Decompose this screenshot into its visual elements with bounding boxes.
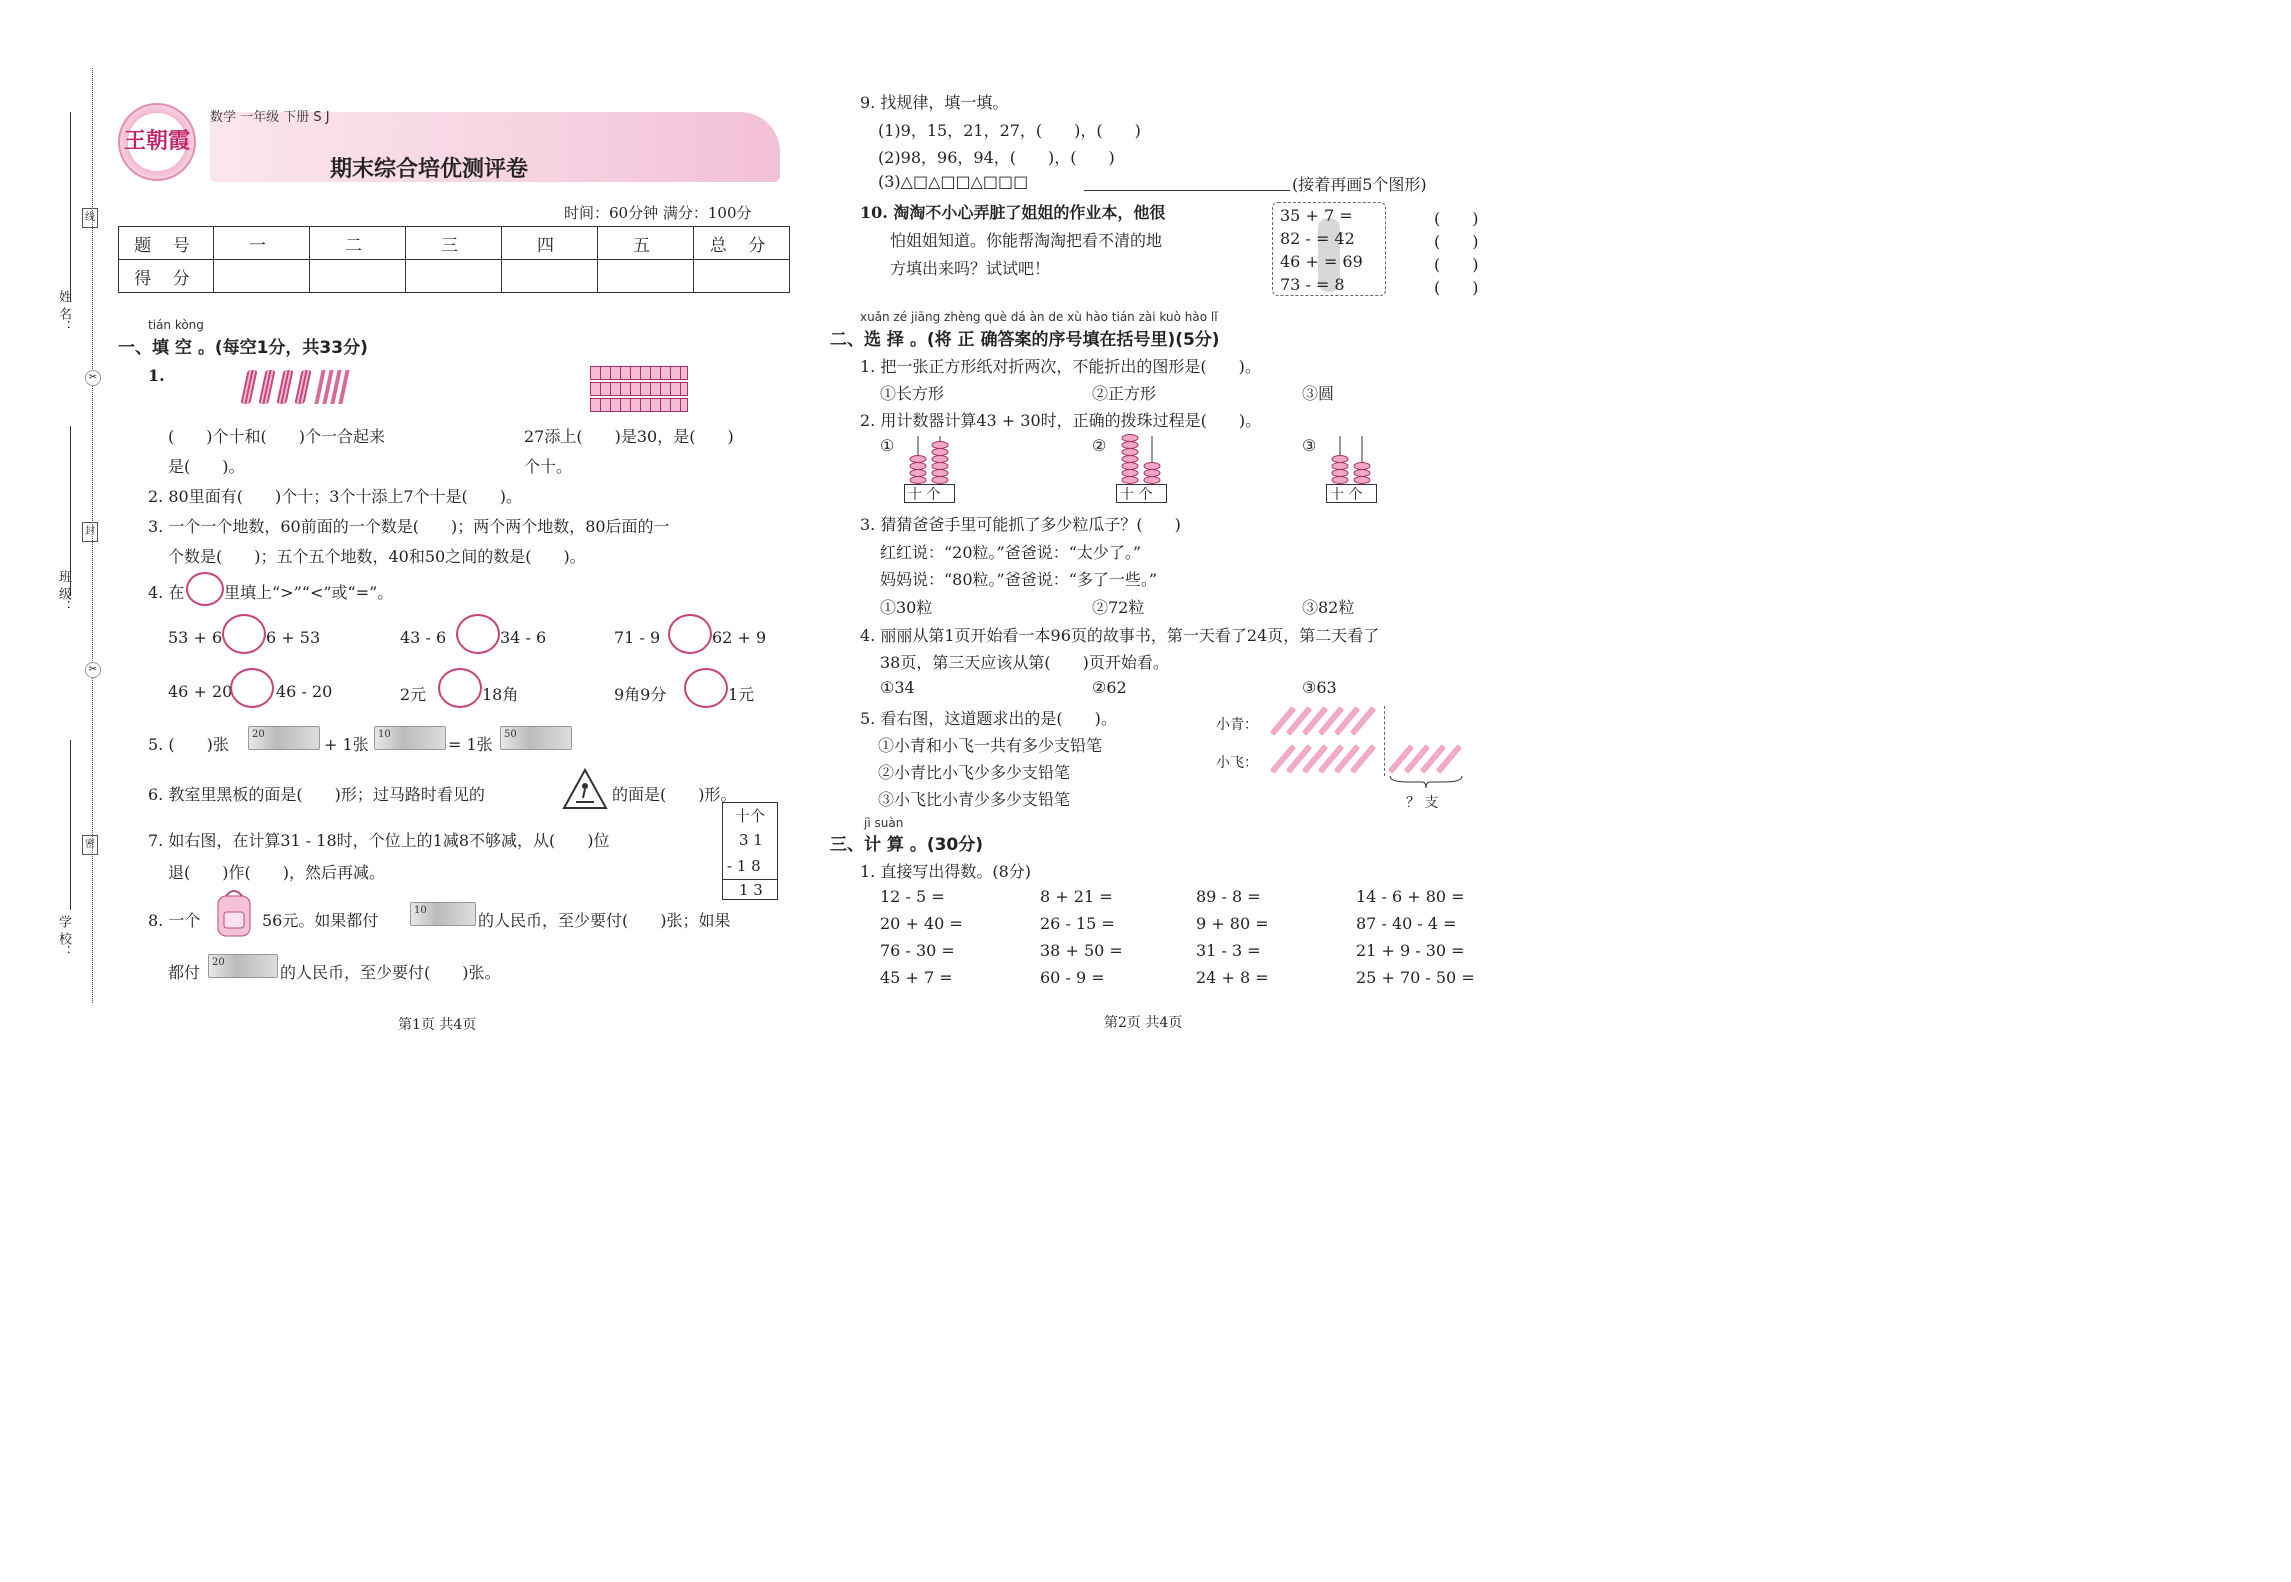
s2q1-opt: ②正方形 [1092, 384, 1157, 403]
q2: 2. 80里面有( )个十；3个十添上7个十是( )。 [148, 487, 523, 506]
class-label: 班 级： [56, 570, 71, 614]
scissors-icon: ✂ [85, 662, 101, 678]
q3a: 3. 一个一个地数，60前面的一个数是( )；两个两个地数，80后面的一 [148, 517, 670, 536]
q10-item: 82 - = 42 [1280, 229, 1355, 248]
q4-left: 43 - 6 [400, 628, 447, 647]
compare-dash [1384, 706, 1385, 776]
backpack-icon [212, 886, 256, 940]
score-cell: 四 [502, 227, 598, 260]
score-cell: 一 [214, 227, 310, 260]
q5: 5. ( )张 [148, 735, 229, 754]
calc-item: 38 + 50 = [1040, 941, 1123, 960]
q4-left: 2元 [400, 685, 427, 704]
q3b: 个数是( )；五个五个地数，40和50之间的数是( )。 [168, 547, 586, 566]
s2q1-opt: ①长方形 [880, 384, 945, 403]
note-value: 20 [212, 957, 225, 968]
calc-item: 31 - 3 = [1196, 941, 1261, 960]
vert-r2: - 1 8 [727, 857, 761, 875]
q9: 9. 找规律，填一填。 [860, 93, 1009, 112]
s2q3: 3. 猜猜爸爸手里可能抓了多少粒瓜子？( ) [860, 515, 1181, 534]
q1a2: 是( )。 [168, 457, 245, 476]
vert-head: 十个 [735, 807, 766, 825]
calc-item: 45 + 7 = [880, 968, 953, 987]
compare-circle-input[interactable] [456, 614, 500, 654]
q4-pre: 4. 在 [148, 583, 185, 602]
q10b: 怕姐姐知道。你能帮淘淘把看不清的地 [890, 231, 1163, 250]
subject-line: 数学 一年级 下册 S J [210, 110, 330, 125]
seal-mi: 密 [82, 835, 98, 855]
pedestrian-sign-icon [562, 768, 608, 810]
vertical-subtraction [722, 802, 778, 900]
answer-paren[interactable]: ( ) [1434, 278, 1479, 297]
name-line [70, 112, 71, 302]
score-table [118, 226, 790, 293]
banknote-icon [500, 726, 572, 750]
q9-3-answer-line[interactable] [1084, 190, 1290, 191]
scissors-icon: ✂ [85, 370, 101, 386]
calc-item: 89 - 8 = [1196, 887, 1261, 906]
calc-item: 8 + 21 = [1040, 887, 1113, 906]
score-cell: 三 [406, 227, 502, 260]
answer-paren[interactable]: ( ) [1434, 255, 1479, 274]
q4-right: 34 - 6 [500, 628, 547, 647]
s2q1-opt: ③圆 [1302, 384, 1335, 403]
q8-post: 的人民币，至少要付( )张；如果 [478, 911, 731, 930]
s2q4-opt: ①34 [880, 678, 915, 697]
q9-2: (2)98，96，94，( )，( ) [878, 148, 1115, 167]
q4-right: 6 + 53 [266, 628, 321, 647]
s2q4b: 38页，第三天应该从第( )页开始看。 [880, 653, 1169, 672]
answer-paren[interactable]: ( ) [1434, 232, 1479, 251]
logo-text: 王朝霞 [124, 128, 191, 154]
score-cell: 五 [598, 227, 694, 260]
answer-paren[interactable]: ( ) [1434, 209, 1479, 228]
score-input[interactable] [214, 260, 310, 293]
calc-item: 21 + 9 - 30 = [1356, 941, 1465, 960]
abacus-label: 十 个 [908, 487, 941, 503]
q10-item: 46 + = 69 [1280, 252, 1363, 271]
time-info: 时间：60分钟 满分：100分 [564, 204, 752, 222]
q9-1: (1)9，15，21，27，( )，( ) [878, 121, 1141, 140]
score-input[interactable] [310, 260, 406, 293]
sec2-pinyin: xuǎn zé jiāng zhèng què dá àn de xù hào tián zài kuò hào lǐ [860, 310, 1218, 324]
s2q4-opt: ②62 [1092, 678, 1127, 697]
s2q5-opt: ①小青和小飞一共有多少支铅笔 [878, 736, 1103, 755]
s2q3-l1: 红红说：“20粒。”爸爸说：“太少了。” [880, 543, 1142, 562]
name-label: 姓 名： [56, 290, 71, 334]
note-value: 20 [252, 729, 265, 740]
calc-item: 26 - 15 = [1040, 914, 1115, 933]
q10-item: 73 - = 8 [1280, 275, 1345, 294]
vert-r1: 3 1 [739, 831, 763, 849]
xiaoqing-label: 小青： [1216, 717, 1258, 733]
q7a: 7. 如右图，在计算31 - 18时，个位上的1减8不够减，从( )位 [148, 831, 610, 850]
q8b-post: 的人民币，至少要付( )张。 [280, 963, 501, 982]
q1a: ( )个十和( )个一合起来 [168, 427, 385, 446]
q5-mid: + 1张 [324, 735, 369, 754]
compare-circle-input[interactable] [230, 668, 274, 708]
brace-icon [1388, 774, 1464, 790]
score-cell: 题 号 [119, 227, 214, 260]
q4-right: 46 - 20 [276, 682, 333, 701]
note-value: 10 [414, 905, 427, 916]
banknote-icon [374, 726, 446, 750]
compare-circle-input[interactable] [222, 614, 266, 654]
q6-pre: 6. 教室里黑板的面是( )形；过马路时看见的 [148, 785, 485, 804]
page-title: 期末综合培优测评卷 [330, 157, 529, 182]
page-footer-1: 第1页 共4页 [398, 1017, 477, 1033]
score-cell: 总 分 [694, 227, 790, 260]
note-value: 50 [504, 729, 517, 740]
s2q3-opt: ①30粒 [880, 598, 933, 617]
banknote-icon [208, 954, 278, 978]
sec1-pinyin: tián kòng [148, 318, 204, 332]
q4-right: 18角 [482, 685, 519, 704]
q8b-pre: 都付 [168, 963, 201, 982]
sec3-title: 三、计 算 。(30分) [830, 835, 984, 855]
s2q4-opt: ③63 [1302, 678, 1337, 697]
abacus-opt: ① [880, 436, 895, 455]
calc-item: 24 + 8 = [1196, 968, 1269, 987]
note-value: 10 [378, 729, 391, 740]
q6-post: 的面是( )形。 [612, 785, 737, 804]
calc-item: 76 - 30 = [880, 941, 955, 960]
calc-item: 87 - 40 - 4 = [1356, 914, 1457, 933]
q8-mid: 56元。如果都付 [262, 911, 379, 930]
calc-item: 14 - 6 + 80 = [1356, 887, 1465, 906]
calc-item: 25 + 70 - 50 = [1356, 968, 1475, 987]
q10-item: 35 + 7 = [1280, 206, 1353, 225]
q8-pre: 8. 一个 [148, 911, 201, 930]
school-label: 学 校： [56, 915, 71, 959]
q5-eq: = 1张 [448, 735, 493, 754]
abacus-label: 十 个 [1330, 487, 1363, 503]
score-input[interactable] [598, 260, 694, 293]
q10a: 10. 淘淘不小心弄脏了姐姐的作业本，他很 [860, 203, 1166, 222]
s2q3-l2: 妈妈说：“80粒。”爸爸说：“多了一些。” [880, 570, 1158, 589]
xiaofei-label: 小飞： [1216, 755, 1258, 771]
abacus-label: 十 个 [1120, 487, 1153, 503]
sec3-pinyin: jì suàn [864, 816, 904, 830]
abacus-opt: ② [1092, 436, 1107, 455]
sec2-title: 二、选 择 。(将 正 确答案的序号填在括号里)(5分) [830, 330, 1220, 350]
s3q1: 1. 直接写出得数。(8分) [860, 862, 1032, 881]
q1b: 27添上( )是30，是( ) [524, 427, 734, 446]
compare-circle-input[interactable] [438, 668, 482, 708]
cut-line [92, 68, 93, 1003]
unknown-count: ？ 支 [1406, 795, 1439, 811]
q7b: 退( )作( )，然后再减。 [168, 863, 385, 882]
s2q1: 1. 把一张正方形纸对折两次，不能折出的图形是( )。 [860, 357, 1261, 376]
q10c: 方填出来吗？试试吧！ [890, 259, 1051, 278]
calc-item: 20 + 40 = [880, 914, 963, 933]
q4-right: 1元 [728, 685, 755, 704]
calc-item: 12 - 5 = [880, 887, 945, 906]
banknote-icon [410, 902, 476, 926]
calc-item: 9 + 80 = [1196, 914, 1269, 933]
q1b2: 个十。 [524, 457, 573, 476]
s2q2: 2. 用计数器计算43 + 30时，正确的拨珠过程是( )。 [860, 411, 1262, 430]
sec1-title: 一、填 空 。(每空1分，共33分) [118, 338, 368, 358]
s2q5: 5. 看右图，这道题求出的是( )。 [860, 709, 1117, 728]
q4-left: 46 + 20 [168, 682, 233, 701]
s2q3-opt: ②72粒 [1092, 598, 1145, 617]
q9-3: (3)△□△□□△□□□ [878, 172, 1029, 191]
page-footer-2: 第2页 共4页 [1104, 1015, 1183, 1031]
score-cell: 二 [310, 227, 406, 260]
q4-left: 71 - 9 [614, 628, 661, 647]
vert-r3: 1 3 [739, 881, 763, 899]
q9-3-hint: (接着再画5个图形) [1292, 175, 1427, 194]
score-input[interactable] [406, 260, 502, 293]
seal-feng: 封 [82, 522, 98, 542]
compare-circle-icon [186, 572, 224, 606]
abacus-opt: ③ [1302, 436, 1317, 455]
q4-left: 53 + 6 [168, 628, 223, 647]
compare-circle-input[interactable] [668, 614, 712, 654]
score-input[interactable] [694, 260, 790, 293]
q4-post: 里填上“>”“<”或“=”。 [224, 583, 394, 602]
seal-xian: 线 [82, 208, 98, 228]
q1-num: 1. [148, 366, 165, 385]
score-cell: 得 分 [119, 260, 214, 293]
q4-right: 62 + 9 [712, 628, 767, 647]
s2q5-opt: ②小青比小飞少多少支铅笔 [878, 763, 1071, 782]
s2q5-opt: ③小飞比小青少多少支铅笔 [878, 790, 1071, 809]
q4-left: 9角9分 [614, 685, 667, 704]
banknote-icon [248, 726, 320, 750]
calc-item: 60 - 9 = [1040, 968, 1105, 987]
s2q3-opt: ③82粒 [1302, 598, 1355, 617]
score-input[interactable] [502, 260, 598, 293]
s2q4a: 4. 丽丽从第1页开始看一本96页的故事书，第一天看了24页，第二天看了 [860, 626, 1380, 645]
compare-circle-input[interactable] [684, 668, 728, 708]
school-line [70, 740, 71, 910]
